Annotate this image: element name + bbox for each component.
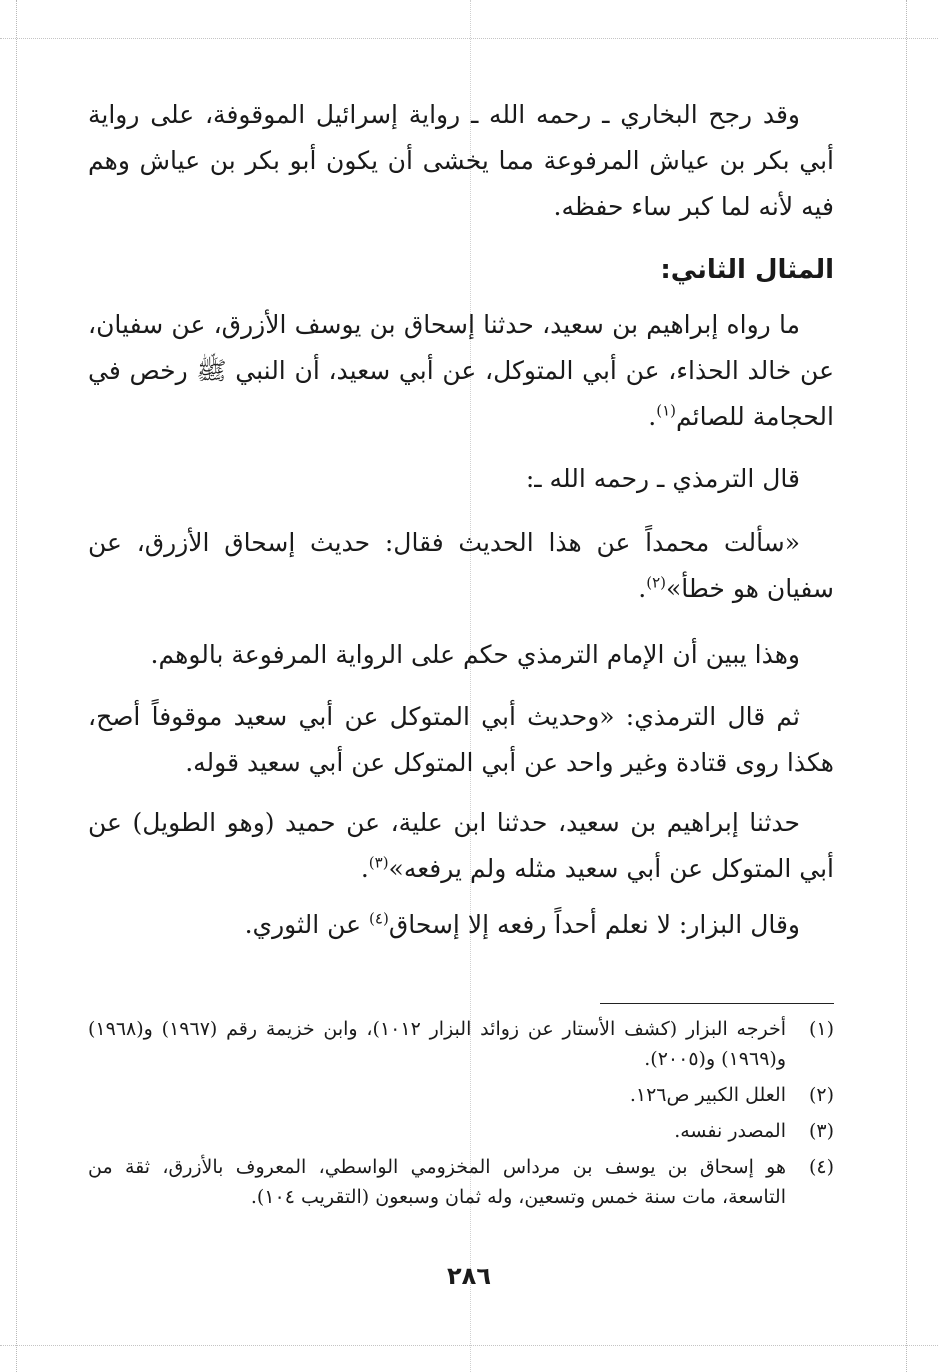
footnote-1 [88,1014,834,1074]
footnote-ref-1[interactable]: (١) [656,401,677,420]
scan-guide-left [16,0,17,1372]
paragraph-bukhari: وقد رجح البخاري ـ رحمه الله ـ رواية إسرائيل الموقوفة، على رواية أبي بكر بن عياش المرفوعة مما يخشى أن يكون أبو بكر بن عياش وهم فيه لأنه لما كبر ساء حفظه. [88,100,834,221]
paragraph-tirmidhi-intro: قال الترمذي ـ رحمه الله ـ: [525,464,800,493]
scan-guide-top [0,38,938,39]
footnote-number: (٢) [808,1084,834,1106]
paragraph-example: ما رواه إبراهيم بن سعيد، حدثنا إسحاق بن يوسف الأزرق، عن سفيان، عن خالد الحذاء، عن أبي المتوكل، عن أبي سعيد، أن النبي ﷺ رخص في الحجامة للصائم$^{(١)}$. [88,310,834,431]
footnote-separator [600,1003,834,1004]
paragraph-tirmidhi-mawquf: ثم قال الترمذي: «وحديث أبي المتوكل عن أبي سعيد موقوفاً أصح، هكذا روى قتادة وغير واحد عن أبي المتوكل عن أبي سعيد قوله. [88,702,834,777]
page-number: ٢٨٦ [447,1262,491,1290]
footnote-ref-2[interactable]: (٢) [646,573,667,592]
footnote-ref-4[interactable]: (٤) [369,909,389,928]
footnote-text: هو إسحاق بن يوسف بن مرداس المخزومي الواسطي، المعروف بالأزرق، ثقة من التاسعة، مات سنة خمس وتسعين، وله ثمان وسبعون (التقريب ١٠٤). [88,1156,786,1208]
footnotes [88,1014,834,1218]
paragraph-tirmidhi-quote: «سألت محمداً عن هذا الحديث فقال: حديث إسحاق الأزرق، عن سفيان هو خطأ»$^{(٢)}$. [88,528,834,603]
footnote-number: (٣) [808,1120,834,1142]
paragraph-ruling: وهذا يبين أن الإمام الترمذي حكم على الرواية المرفوعة بالوهم. [150,640,800,669]
footnote-ref-3[interactable]: (٣) [368,853,389,872]
footnote-text: العلل الكبير ص١٢٦. [629,1084,786,1106]
footnote-3 [88,1116,834,1146]
scan-guide-bottom [0,1345,938,1346]
section-heading: المثال الثاني: [660,255,834,285]
paragraph-chain: حدثنا إبراهيم بن سعيد، حدثنا ابن علية، عن حميد (وهو الطويل) عن أبي المتوكل عن أبي سعيد مثله ولم يرفعه»$^{(٣)}$. [88,808,834,883]
footnote-2 [88,1080,834,1110]
main-text [88,92,834,948]
footnote-text: المصدر نفسه. [674,1120,786,1142]
footnote-4 [88,1152,834,1212]
footnote-number: (٤) [808,1156,834,1178]
scan-guide-right [906,0,907,1372]
footnote-number: (١) [808,1018,834,1040]
paragraph-bazzar: وقال البزار: لا نعلم أحداً رفعه إلا إسحاق$^{(٤)}$ عن الثوري. [244,909,800,939]
footnote-text: أخرجه البزار (كشف الأستار عن زوائد البزار ١٠١٢)، وابن خزيمة رقم (١٩٦٧) و(١٩٦٨) و(١٩٦٩) و(٢٠٠٥). [88,1018,786,1070]
